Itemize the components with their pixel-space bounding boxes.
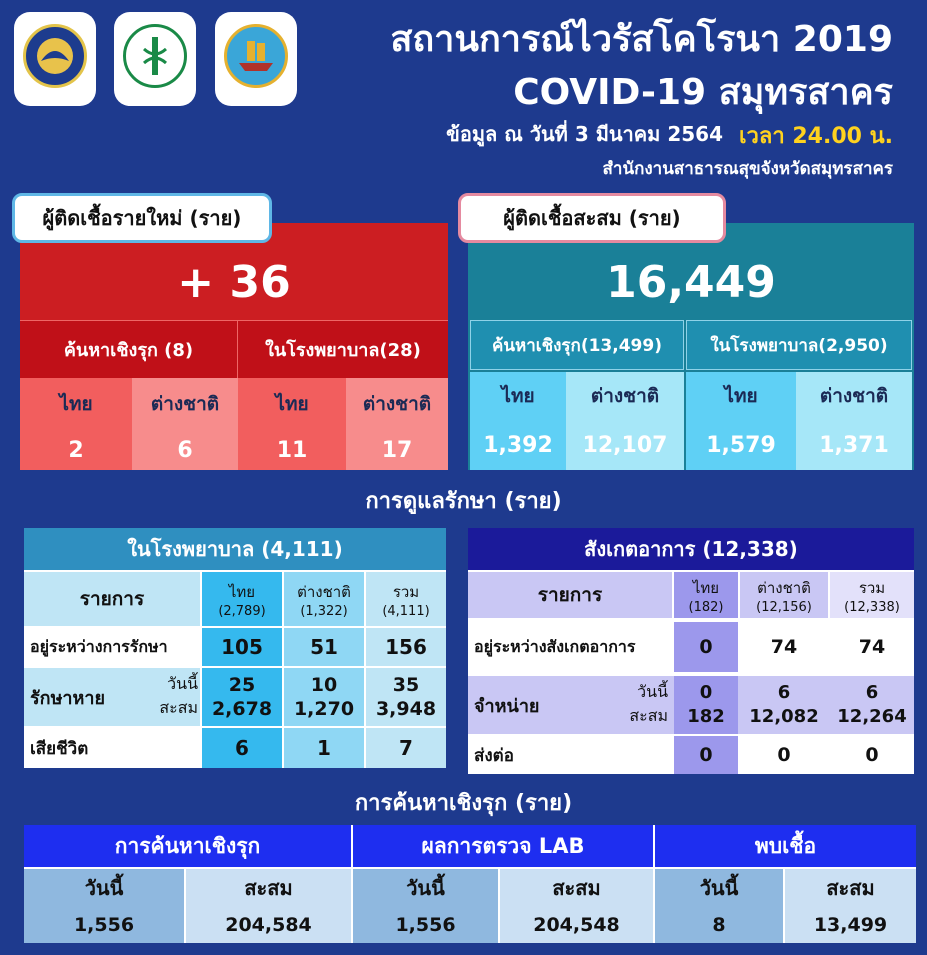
hospital-row-treating-label: อยู่ระหว่างการรักษา bbox=[30, 636, 168, 656]
time-text: เวลา 24.00 น. bbox=[738, 124, 893, 149]
hospital-row-died-label: เสียชีวิต bbox=[30, 738, 89, 759]
search-col3-cum-value: 13,499 bbox=[785, 907, 916, 943]
hospital-recovered-thai-today: 25 bbox=[228, 674, 256, 696]
observation-row-observing-total: 74 bbox=[830, 622, 914, 672]
new-cases-tab: ผู้ติดเชื้อรายใหม่ (ราย) bbox=[12, 193, 272, 243]
observation-row-observing-foreign: 74 bbox=[740, 622, 828, 672]
hospital-col-foreign-count: (1,322) bbox=[300, 603, 348, 619]
hospital-recovered-foreign-cum: 1,270 bbox=[293, 698, 355, 720]
search-col2-title: ผลการตรวจ LAB bbox=[353, 825, 653, 867]
cum-active-thai-label: ไทย bbox=[470, 372, 566, 420]
date-text: ข้อมูล ณ วันที่ 3 มีนาคม 2564 bbox=[446, 122, 723, 146]
new-active-label: ค้นหาเชิงรุก (8) bbox=[20, 320, 238, 378]
search-col1-cum-value: 204,584 bbox=[186, 907, 351, 943]
hospital-recovered-thai-cum: 2,678 bbox=[211, 698, 273, 720]
cum-hospital-thai-label: ไทย bbox=[686, 372, 796, 420]
hospital-col-thai-label: ไทย bbox=[228, 582, 256, 601]
hospital-col-thai bbox=[202, 572, 282, 626]
observation-discharged-foreign-today: 6 bbox=[777, 682, 791, 703]
cum-hospital-thai-value: 1,579 bbox=[686, 420, 796, 470]
observation-col-total-label: รวม bbox=[858, 578, 886, 597]
observation-col-total bbox=[830, 572, 914, 618]
new-hospital-thai-label: ไทย bbox=[238, 378, 346, 430]
cumulative-total: 16,449 bbox=[606, 256, 776, 308]
new-hospital-foreign-label: ต่างชาติ bbox=[346, 378, 448, 430]
new-hospital-label: ในโรงพยาบาล(28) bbox=[238, 320, 448, 378]
hospital-col-total-label: รวม bbox=[392, 582, 420, 601]
search-col1-today-label: วันนี้ bbox=[24, 869, 184, 907]
search-col2-today-value: 1,556 bbox=[353, 907, 498, 943]
observation-row-referred-thai: 0 bbox=[674, 736, 738, 774]
moph-caduceus-icon bbox=[123, 24, 187, 88]
search-col3-today-value: 8 bbox=[655, 907, 783, 943]
hospital-recovered-thai bbox=[202, 668, 282, 726]
observation-row-referred-foreign: 0 bbox=[777, 744, 791, 766]
hospital-col-total-count: (4,111) bbox=[382, 603, 430, 619]
observation-col-foreign bbox=[740, 572, 828, 618]
search-col2-cum-value: 204,548 bbox=[500, 907, 653, 943]
observation-col-foreign-count: (12,156) bbox=[756, 599, 812, 615]
observation-table-title: สังเกตอาการ (12,338) bbox=[468, 528, 914, 570]
observation-col-thai-label: ไทย bbox=[692, 578, 720, 597]
samut-sakhon-seal-logo bbox=[215, 12, 297, 106]
hospital-recovered-total bbox=[366, 668, 446, 726]
hospital-recovered-sublabels bbox=[140, 672, 198, 720]
cum-active-foreign-value: 12,107 bbox=[566, 420, 684, 470]
observation-discharged-total-cum: 12,264 bbox=[837, 706, 907, 727]
observation-discharged-total bbox=[830, 676, 914, 734]
hospital-recovered-foreign-today: 10 bbox=[310, 674, 338, 696]
hospital-row-recovered-label: รักษาหาย bbox=[30, 687, 106, 709]
new-active-foreign-value: 6 bbox=[132, 430, 238, 470]
hospital-col-foreign-label: ต่างชาติ bbox=[297, 582, 351, 601]
junk-ship-icon bbox=[224, 24, 288, 88]
new-active-thai-label: ไทย bbox=[20, 378, 132, 430]
search-col3-today-label: วันนี้ bbox=[655, 869, 783, 907]
hospital-row-died-foreign: 1 bbox=[284, 728, 364, 768]
agency-name: สำนักงานสาธารณสุขจังหวัดสมุทรสาคร bbox=[602, 159, 893, 179]
observation-row-discharged-label: จำหน่าย bbox=[474, 695, 540, 717]
observation-row-referred-label: ส่งต่อ bbox=[474, 745, 514, 766]
observation-discharged-foreign bbox=[740, 676, 828, 734]
hospital-row-died-thai: 6 bbox=[202, 728, 282, 768]
page-title-line1: สถานการณ์ไวรัสโคโรนา 2019 bbox=[390, 19, 893, 60]
page-title-line2: COVID-19 สมุทรสาคร bbox=[513, 72, 893, 113]
hospital-recovered-total-cum: 3,948 bbox=[375, 698, 437, 720]
hospital-recovered-foreign bbox=[284, 668, 364, 726]
observation-col-thai bbox=[674, 572, 738, 618]
observation-row-observing-label: อยู่ระหว่างสังเกตอาการ bbox=[474, 636, 636, 656]
new-active-thai-value: 2 bbox=[20, 430, 132, 470]
cum-active-foreign-label: ต่างชาติ bbox=[566, 372, 684, 420]
observation-col-total-count: (12,338) bbox=[844, 599, 900, 615]
provincial-seal-logo bbox=[14, 12, 96, 106]
search-col2-today-label: วันนี้ bbox=[353, 869, 498, 907]
new-hospital-thai-value: 11 bbox=[238, 430, 346, 470]
search-col1-today-value: 1,556 bbox=[24, 907, 184, 943]
hospital-col-item: รายการ bbox=[24, 572, 200, 626]
observation-discharged-thai bbox=[674, 676, 738, 734]
search-col1-cum-label: สะสม bbox=[186, 869, 351, 907]
hospital-col-total bbox=[366, 572, 446, 626]
date-line bbox=[446, 118, 893, 153]
cum-hospital-label: ในโรงพยาบาล(2,950) bbox=[686, 320, 912, 370]
new-active-foreign-label: ต่างชาติ bbox=[132, 378, 238, 430]
hospital-recovered-today-label: วันนี้ bbox=[167, 674, 198, 693]
observation-col-foreign-label: ต่างชาติ bbox=[757, 578, 811, 597]
provincial-seal-icon bbox=[23, 24, 87, 88]
observation-discharged-today-label: วันนี้ bbox=[637, 682, 668, 701]
hospital-recovered-cum-label: สะสม bbox=[159, 698, 198, 717]
care-section-title: การดูแลรักษา (ราย) bbox=[365, 488, 562, 514]
hospital-recovered-total-today: 35 bbox=[392, 674, 420, 696]
hospital-col-foreign bbox=[284, 572, 364, 626]
hospital-table-title: ในโรงพยาบาล (4,111) bbox=[24, 528, 446, 570]
cum-hospital-foreign-label: ต่างชาติ bbox=[796, 372, 912, 420]
ministry-of-public-health-logo bbox=[114, 12, 196, 106]
search-col3-cum-label: สะสม bbox=[785, 869, 916, 907]
new-hospital-foreign-value: 17 bbox=[346, 430, 448, 470]
search-col2-cum-label: สะสม bbox=[500, 869, 653, 907]
observation-discharged-total-today: 6 bbox=[865, 682, 879, 703]
observation-discharged-cum-label: สะสม bbox=[629, 706, 668, 725]
observation-discharged-thai-today: 0 bbox=[699, 682, 713, 703]
observation-col-thai-count: (182) bbox=[688, 599, 724, 615]
cumulative-tab: ผู้ติดเชื้อสะสม (ราย) bbox=[458, 193, 726, 243]
observation-row-observing-thai: 0 bbox=[674, 622, 738, 672]
hospital-row-died-total: 7 bbox=[366, 728, 446, 768]
hospital-row-treating-thai: 105 bbox=[202, 628, 282, 666]
search-col3-title: พบเชื้อ bbox=[655, 825, 916, 867]
cum-hospital-foreign-value: 1,371 bbox=[796, 420, 912, 470]
observation-discharged-thai-cum: 182 bbox=[687, 706, 725, 727]
observation-discharged-sublabels bbox=[606, 680, 668, 728]
observation-discharged-foreign-cum: 12,082 bbox=[749, 706, 819, 727]
hospital-row-treating-total: 156 bbox=[366, 628, 446, 666]
observation-col-item: รายการ bbox=[468, 572, 672, 618]
hospital-row-treating-foreign: 51 bbox=[284, 628, 364, 666]
hospital-col-thai-count: (2,789) bbox=[218, 603, 266, 619]
new-cases-total: + 36 bbox=[177, 256, 291, 308]
active-search-section-title: การค้นหาเชิงรุก (ราย) bbox=[354, 790, 573, 816]
cum-active-label: ค้นหาเชิงรุก(13,499) bbox=[470, 320, 684, 370]
cum-active-thai-value: 1,392 bbox=[470, 420, 566, 470]
observation-row-referred-total: 0 bbox=[865, 744, 879, 766]
search-col1-title: การค้นหาเชิงรุก bbox=[24, 825, 351, 867]
